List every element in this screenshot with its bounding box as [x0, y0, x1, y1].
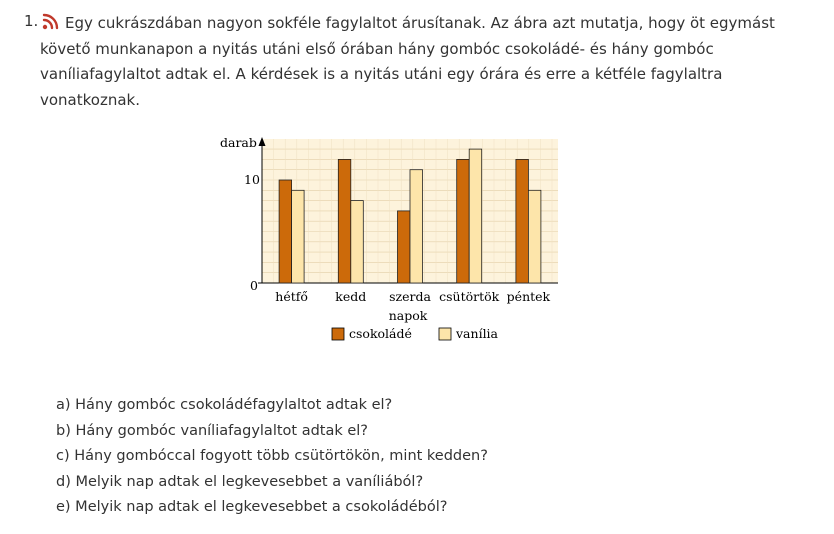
legend-swatch-csokolade	[332, 328, 344, 340]
y-tick-label: 0	[250, 278, 258, 293]
x-tick-label: péntek	[506, 289, 551, 304]
bar-chart	[214, 130, 574, 345]
problem-number: 1.	[24, 12, 39, 30]
question-c: c) Hány gombóccal fogyott több csütörtökön, mint kedden?	[56, 448, 488, 464]
legend	[332, 326, 499, 341]
x-axis-label: napok	[388, 308, 428, 323]
question-e: e) Melyik nap adtak el legkevesebbet a csokoládéból?	[56, 499, 448, 515]
x-tick-label: szerda	[389, 289, 431, 304]
x-tick-labels	[275, 289, 550, 304]
bar-vanilia	[528, 190, 541, 283]
legend-label-csokolade: csokoládé	[349, 326, 412, 341]
bar-csokolade	[516, 159, 529, 283]
bar-vanilia	[469, 149, 482, 283]
question-d: d) Melyik nap adtak el legkevesebbet a vaníliából?	[56, 473, 424, 490]
y-tick-label: 10	[244, 172, 260, 187]
x-tick-label: csütörtök	[439, 289, 500, 304]
bar-csokolade	[398, 211, 411, 283]
bar-csokolade	[457, 159, 470, 283]
problem-text: Egy cukrászdában nagyon sokféle fagylaltot árusítanak. Az ábra azt mutatja, hogy öt egymást követő munkanapon a nyitás utáni első órában hány gombóc csokoládé- és hány gombóc vaníliafagylaltot adtak el. A kérdések is a nyitás utáni egy órára és erre a kétféle fagylaltra vonatkoznak.	[40, 14, 775, 109]
question-b: b) Hány gombóc vaníliafagylaltot adtak el?	[56, 422, 369, 439]
bar-vanilia	[410, 170, 423, 283]
x-tick-label: hétfő	[275, 289, 308, 304]
legend-swatch-vanilia	[439, 328, 451, 340]
legend-label-vanilia: vanília	[456, 326, 499, 341]
question-a: a) Hány gombóc csokoládéfagylaltot adtak el?	[56, 397, 393, 413]
bar-csokolade	[338, 159, 351, 283]
bar-csokolade	[279, 180, 292, 283]
y-axis-label: darab	[220, 135, 257, 150]
x-tick-label: kedd	[335, 289, 367, 304]
question-list	[56, 393, 488, 521]
bar-vanilia	[351, 201, 364, 283]
bar-vanilia	[292, 190, 305, 283]
